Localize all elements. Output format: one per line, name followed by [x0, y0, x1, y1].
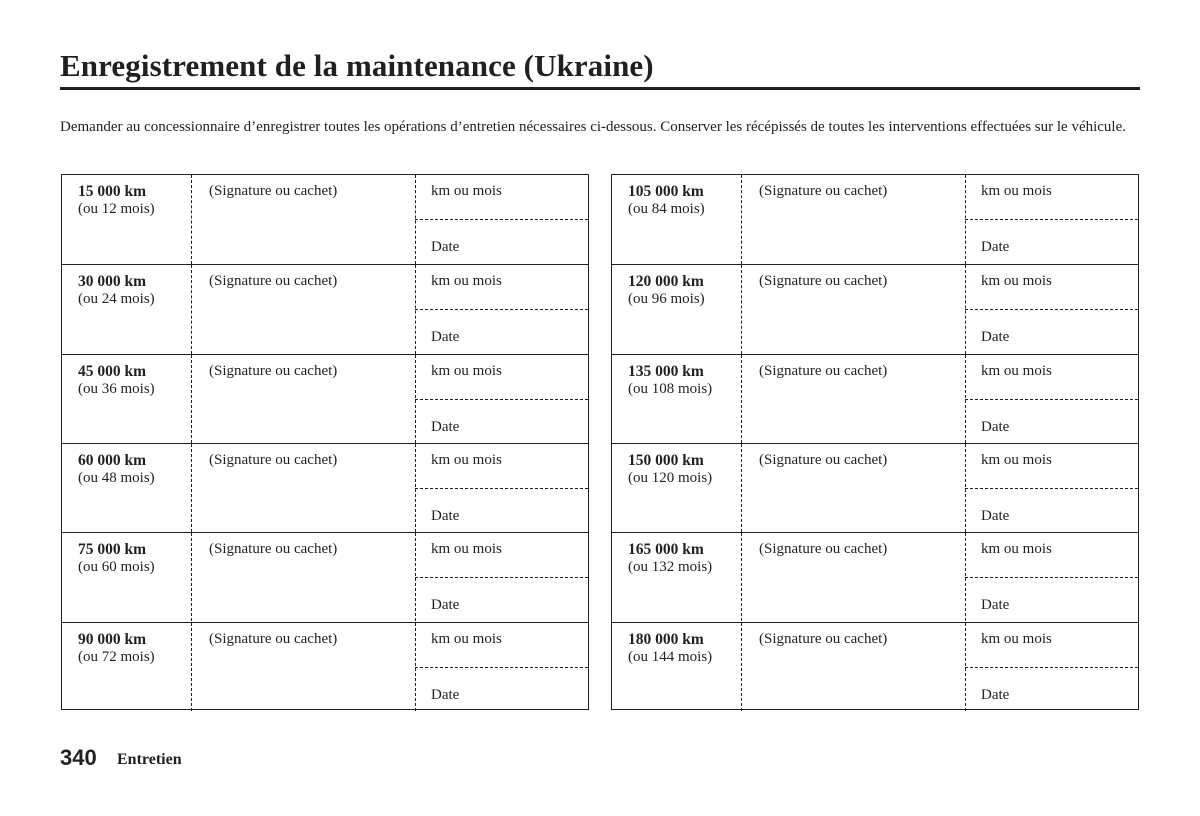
months-label: (ou 12 mois)	[78, 201, 155, 217]
months-label: (ou 144 mois)	[628, 648, 713, 665]
km-or-months-field[interactable]: km ou mois	[431, 541, 502, 558]
maintenance-row	[612, 443, 1138, 532]
mileage-label: 135 000 km	[628, 362, 704, 380]
mileage-label: 120 000 km	[628, 273, 704, 291]
date-field[interactable]: Date	[431, 239, 460, 255]
signature-field[interactable]: (Signature ou cachet)	[759, 183, 888, 199]
maintenance-table-left	[61, 174, 589, 710]
signature-field[interactable]: (Signature ou cachet)	[209, 541, 338, 558]
dashed-divider	[191, 623, 192, 711]
km-or-months-field[interactable]: km ou mois	[431, 630, 502, 647]
date-field[interactable]: Date	[981, 418, 1010, 435]
mileage-label: 45 000 km	[78, 362, 147, 380]
dashed-divider	[415, 577, 588, 578]
date-field[interactable]: Date	[981, 507, 1010, 524]
signature-field[interactable]: (Signature ou cachet)	[209, 630, 338, 647]
km-or-months-field[interactable]: km ou mois	[981, 362, 1052, 379]
dashed-divider	[741, 265, 742, 353]
months-label: (ou 120 mois)	[628, 469, 713, 486]
dashed-divider	[415, 219, 588, 220]
maintenance-row	[62, 175, 588, 264]
km-or-months-field[interactable]: km ou mois	[431, 451, 502, 468]
km-or-months-field[interactable]: km ou mois	[981, 451, 1052, 468]
dashed-divider	[965, 577, 1138, 578]
months-label: (ou 84 mois)	[628, 201, 705, 217]
km-or-months-field[interactable]: km ou mois	[431, 183, 502, 199]
mileage-label: 75 000 km	[78, 541, 147, 559]
dashed-divider	[741, 355, 742, 443]
km-or-months-field[interactable]: km ou mois	[431, 273, 502, 290]
dashed-divider	[965, 219, 1138, 220]
maintenance-row	[62, 532, 588, 621]
signature-field[interactable]: (Signature ou cachet)	[759, 362, 888, 379]
mileage-label: 60 000 km	[78, 451, 147, 469]
signature-field[interactable]: (Signature ou cachet)	[209, 451, 338, 468]
signature-field[interactable]: (Signature ou cachet)	[209, 183, 338, 199]
months-label: (ou 132 mois)	[628, 559, 713, 576]
months-label: (ou 24 mois)	[78, 291, 155, 308]
dashed-divider	[741, 623, 742, 711]
km-or-months-field[interactable]: km ou mois	[431, 362, 502, 379]
maintenance-row	[612, 622, 1138, 711]
months-label: (ou 36 mois)	[78, 380, 155, 397]
maintenance-row	[62, 354, 588, 443]
mileage-label: 105 000 km	[628, 183, 704, 200]
dashed-divider	[965, 667, 1138, 668]
km-or-months-field[interactable]: km ou mois	[981, 541, 1052, 558]
signature-field[interactable]: (Signature ou cachet)	[759, 451, 888, 468]
maintenance-table-right	[611, 174, 1139, 710]
mileage-label: 30 000 km	[78, 273, 147, 291]
dashed-divider	[191, 355, 192, 443]
km-or-months-field[interactable]: km ou mois	[981, 630, 1052, 647]
months-label: (ou 108 mois)	[628, 380, 713, 397]
dashed-divider	[965, 309, 1138, 310]
signature-field[interactable]: (Signature ou cachet)	[759, 630, 888, 647]
km-or-months-field[interactable]: km ou mois	[981, 183, 1052, 199]
maintenance-row	[612, 532, 1138, 621]
maintenance-row	[612, 175, 1138, 264]
months-label: (ou 96 mois)	[628, 291, 705, 308]
date-field[interactable]: Date	[431, 597, 460, 614]
dashed-divider	[191, 265, 192, 353]
dashed-divider	[741, 175, 742, 264]
months-label: (ou 48 mois)	[78, 469, 155, 486]
maintenance-row	[62, 443, 588, 532]
dashed-divider	[741, 533, 742, 621]
signature-field[interactable]: (Signature ou cachet)	[209, 273, 338, 290]
dashed-divider	[191, 444, 192, 532]
signature-field[interactable]: (Signature ou cachet)	[759, 541, 888, 558]
page-title: Enregistrement de la maintenance (Ukraine)	[60, 48, 654, 83]
dashed-divider	[191, 175, 192, 264]
dashed-divider	[965, 399, 1138, 400]
dashed-divider	[191, 533, 192, 621]
mileage-label: 180 000 km	[628, 630, 704, 648]
date-field[interactable]: Date	[431, 329, 460, 346]
dashed-divider	[415, 309, 588, 310]
date-field[interactable]: Date	[981, 329, 1010, 346]
title-rule	[60, 87, 1140, 90]
signature-field[interactable]: (Signature ou cachet)	[209, 362, 338, 379]
mileage-label: 90 000 km	[78, 630, 147, 648]
dashed-divider	[741, 444, 742, 532]
maintenance-row	[62, 264, 588, 353]
maintenance-row	[62, 622, 588, 711]
mileage-label: 150 000 km	[628, 451, 704, 469]
months-label: (ou 72 mois)	[78, 648, 155, 665]
maintenance-row	[612, 354, 1138, 443]
km-or-months-field[interactable]: km ou mois	[981, 273, 1052, 290]
date-field[interactable]: Date	[431, 686, 460, 703]
date-field[interactable]: Date	[981, 239, 1010, 255]
mileage-label: 165 000 km	[628, 541, 704, 559]
dashed-divider	[415, 399, 588, 400]
months-label: (ou 60 mois)	[78, 559, 155, 576]
maintenance-row	[612, 264, 1138, 353]
intro-text: Demander au concessionnaire d’enregistrer toutes les opérations d’entretien nécessaires ci-dessous. Conserver les récépissés de toutes les interventions effectuées sur le véhicule.	[60, 119, 1127, 135]
page-number: 340	[60, 745, 97, 770]
date-field[interactable]: Date	[981, 686, 1010, 703]
dashed-divider	[415, 488, 588, 489]
date-field[interactable]: Date	[431, 507, 460, 524]
mileage-label: 15 000 km	[78, 183, 147, 200]
dashed-divider	[415, 667, 588, 668]
section-name: Entretien	[117, 751, 182, 768]
date-field[interactable]: Date	[981, 597, 1010, 614]
date-field[interactable]: Date	[431, 418, 460, 435]
signature-field[interactable]: (Signature ou cachet)	[759, 273, 888, 290]
dashed-divider	[965, 488, 1138, 489]
